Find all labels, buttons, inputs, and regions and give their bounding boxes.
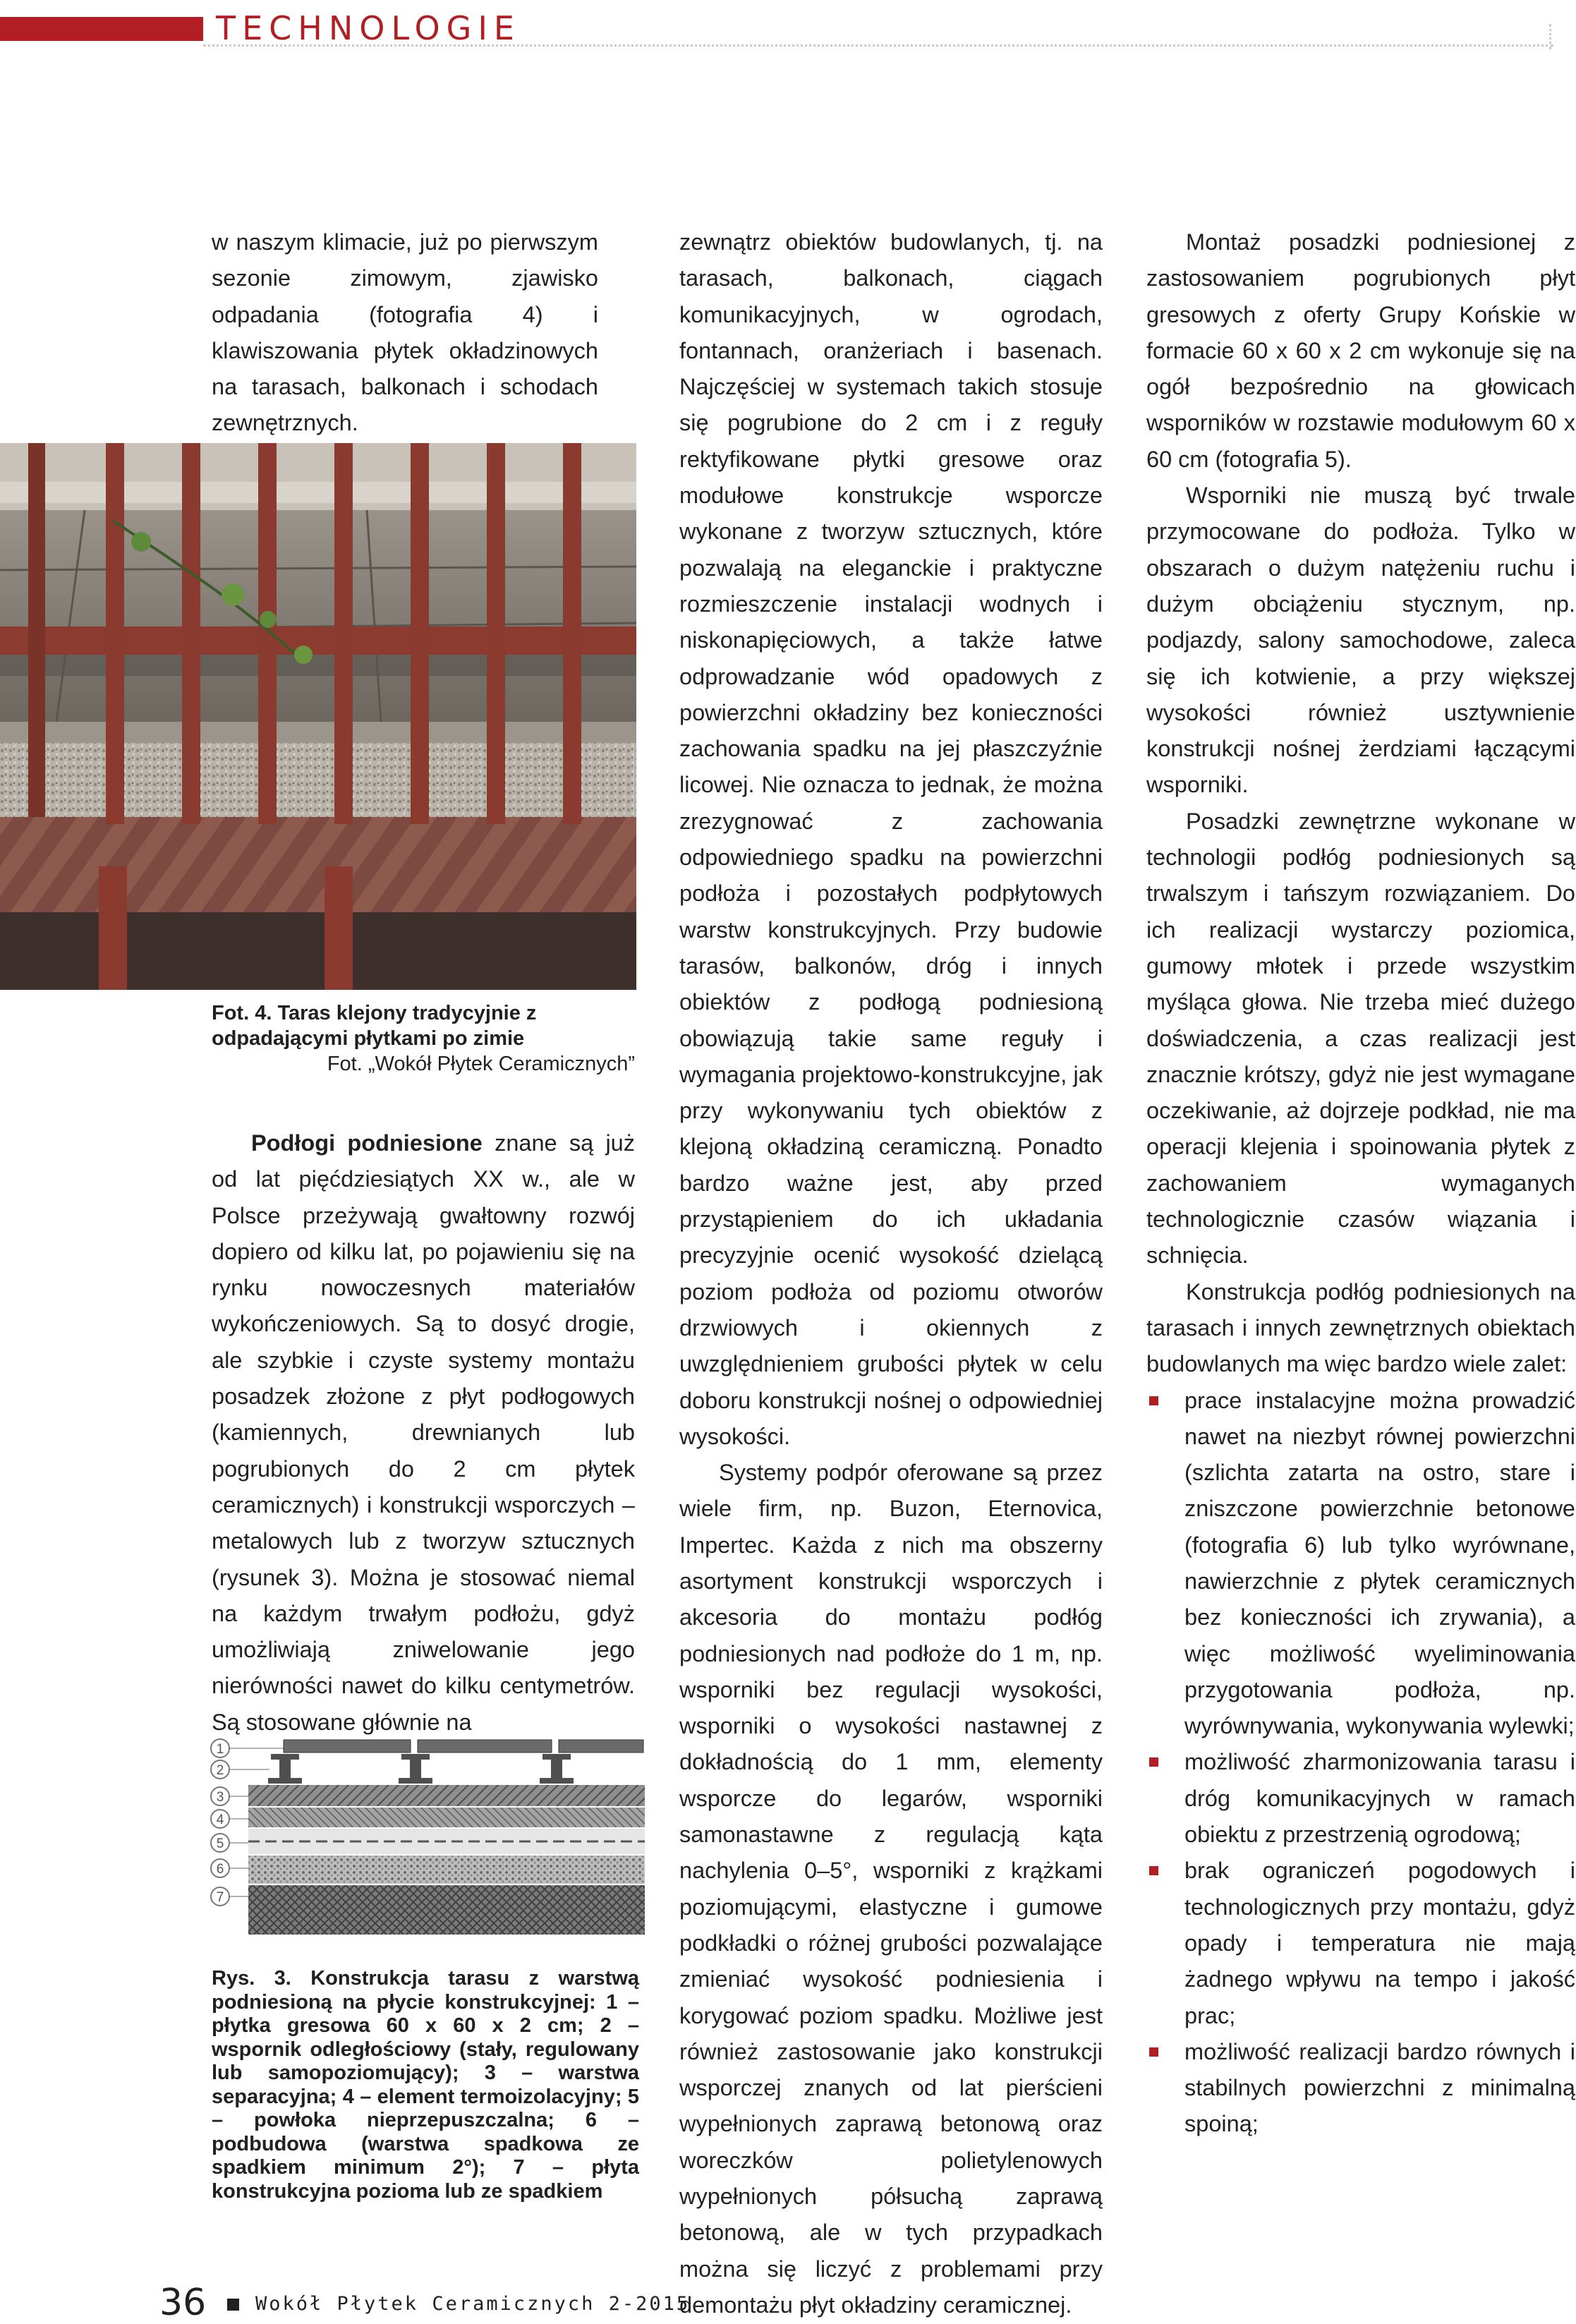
bullet-square-icon (1149, 1396, 1158, 1405)
section-title: TECHNOLOGIE (216, 9, 521, 47)
column-1-main (212, 1125, 635, 1741)
column-3 (1146, 224, 1575, 2143)
diagram-label-5: 5 (216, 1836, 224, 1851)
lead-term: Podłogi podniesione (251, 1130, 483, 1156)
col3-paragraph-2: Wsporniki nie muszą być trwale przymocowane do podłoża. Tylko w obszarach o dużym natężeniu ruchu i dużym obciążeniu stycznym, np. podjazdy, salony samochodowe, zaleca się ich kotwienie, a przy większej wysokości również usztywnienie konstrukcji nośnej żerdziami łączącymi wsporniki. (1146, 483, 1575, 798)
bullet-square-icon (1149, 1757, 1158, 1767)
col3-paragraph-4: Konstrukcja podłóg podniesionych na tarasach i innych zewnętrznych obiektach budowlanych ma więc bardzo wiele zalet: (1146, 1278, 1575, 1377)
photo-caption: Fot. 4. Taras klejony tradycyjnie z odpadającymi płytkami po zimie (212, 1002, 537, 1050)
diagram-label-4: 4 (216, 1812, 224, 1827)
col3-paragraph-3: Posadzki zewnętrzne wykonane w technologii podłóg podniesionych są trwalszym i tańszym rozwiązaniem. Do ich realizacji wystarczy poziomica, gumowy młotek i przede wszystkim myśląca głowa. Nie trzeba mieć dużego doświadczenia, a czas realizacji jest znacznie krótszy, gdyż nie jest wymagane oczekiwanie, aż dojrzeje podkład, nie ma operacji klejenia i spoinowania płytek z zachowaniem wymaganych technologicznie czasów wiązania i schnięcia. (1146, 808, 1575, 1269)
terrace-railing-illustration (0, 443, 636, 990)
diagram-label-1: 1 (216, 1742, 224, 1757)
figure-caption: Rys. 3. Konstrukcja tarasu z warstwą podniesioną na płycie konstrukcyjnej: 1 – płytka gresowa 60 x 60 x 2 cm; 2 – wspornik odległościowy (stały, regulowany lub samopoziomujący); 3 – warstwa separacyjna; 4 – element termoizolacyjny; 5 – powłoka nieprzepuszczalna; 6 – podbudowa (warstwa spadkowa ze spadkiem minimum 2°); 7 – płyta konstrukcyjna pozioma lub ze spadkiem (212, 1967, 639, 2203)
footer-square-icon (227, 2299, 239, 2311)
magazine-title: Wokół Płytek Ceramicznych 2-2015 (255, 2293, 691, 2315)
bullet-square-icon (1149, 1866, 1158, 1875)
col3-paragraph-1: Montaż posadzki podniesionej z zastosowaniem pogrubionych płyt gresowych z oferty Grupy Końskie w formacie 60 x 60 x 2 cm wykonuje się na ogół bezpośrednio na głowicach wsporników w rozstawie modułowym 60 x 60 cm (fotografia 5). (1146, 229, 1575, 472)
layer-number-badges (211, 1739, 229, 1906)
col2-paragraph-2: Systemy podpór oferowane są przez wiele firm, np. Buzon, Eternovica, Impertec. Każda z nich ma obszerny asortyment konstrukcji wsporczych i akcesoria do montażu podłóg podniesionych nad podłoże do 1 m, np. wsporniki bez regulacji wysokości, wsporniki o wysokości nastawnej z dokładnością do 1 mm, elementy wsporcze do legarów, wsporniki samonastawne z regulacją kąta nachylenia 0–5°, wsporniki z krążkami poziomującymi, elastyczne i gumowe podkładki o różnej grubości pozwalające zmieniać wysokość podniesienia i korygować poziom spadku. Możliwe jest również zastosowanie jako konstrukcji wsporczej znanych od lat pierścieni wypełnionych zaprawą betonową oraz woreczków polietylenowych wypełnionych półsuchą zaprawą betonową, ale w tych przypadkach można się liczyć z problemami przy demontażu płyt okładziny ceramicznej. (679, 1460, 1103, 2318)
col2-paragraph-1: zewnątrz obiektów budowlanych, tj. na tarasach, balkonach, ciągach komunikacyjnych, w ogrodach, fontannach, oranżeriach i basenach. Najczęściej w systemach takich stosuje się pogrubione do 2 cm i z reguły rektyfikowane płytki gresowe oraz modułowe konstrukcje wsporcze wykonane z tworzyw sztucznych, które pozwalają na eleganckie i praktyczne rozmieszczenie instalacji wodnych i niskonapięciowych, a także łatwe odprowadzanie wód opadowych z powierzchni okładziny bez konieczności zachowania spadku na jej płaszczyźnie licowej. Nie oznacza to jednak, że można zrezygnować z zachowania odpowiedniego spadku na powierzchni podłoża i pozostałych podpłytowych warstw konstrukcyjnych. Przy budowie tarasów, balkonów, dróg i innych obiektów z podłogą podniesioną obowiązują takie same reguły i wymagania projektowo-konstrukcyjne, jak przy wykonywaniu tych obiektów z klejoną okładziną ceramiczną. Ponadto bardzo ważne jest, aby przed przystąpieniem do ich układania precyzyjnie ocenić wysokość dzielącą poziom podłoża od poziomu otworów drzwiowych i okiennych z uwzględnieniem grubości płytek w celu doboru konstrukcji nośnej o odpowiedniej wysokości. (679, 229, 1103, 1449)
list-item: prace instalacyjne można prowadzić nawet na niezbyt równej powierzchni (szlichta zatarta na ostro, stare i zniszczone powierzchnie betonowe (fotografia 6) lub tylko wyrównane, nawierzchnie z płytek ceramicznych bez konieczności ich zrywania), a więc możliwość wyeliminowania przygotowania podłoża, np. wyrównywania, wykonywania wylewki; (1146, 1383, 1575, 1745)
diagram-label-6: 6 (216, 1862, 224, 1877)
header-dotted-corner (1549, 24, 1551, 49)
list-item: możliwość realizacji bardzo równych i stabilnych powierzchni z minimalną spoiną; (1146, 2034, 1575, 2143)
advantages-list (1146, 1383, 1575, 2143)
terrace-layers-illustration (206, 1737, 645, 1953)
page-number: 36 (159, 2282, 207, 2324)
bullet-square-icon (1149, 2047, 1158, 2057)
layer-diagram (206, 1737, 645, 1953)
header-accent-bar (0, 17, 203, 41)
list-item: brak ograniczeń pogodowych i technologicznych przy montażu, gdyż opady i temperatura nie mają żadnego wpływu na tempo i jakość prac; (1146, 1853, 1575, 2033)
column-2 (679, 224, 1103, 2323)
header-dotted-rule (203, 44, 1553, 47)
diagram-label-2: 2 (216, 1763, 224, 1778)
diagram-label-3: 3 (216, 1790, 224, 1805)
intro-paragraph: w naszym klimacie, już po pierwszym sezonie zimowym, zjawisko odpadania (fotografia 4) i klawiszowania płytek okładzinowych na tarasach, balkonach i schodach zewnętrznych. (212, 229, 598, 436)
list-item: możliwość zharmonizowania tarasu i dróg komunikacyjnych w ramach obiektu z przestrzenią ogrodową; (1146, 1744, 1575, 1853)
photo-terrace (0, 443, 636, 990)
photo-credit: Fot. „Wokół Płytek Ceramicznych” (327, 1053, 635, 1075)
paragraph-body: znane są już od lat pięćdziesiątych XX w., ale w Polsce przeżywają gwałtowny rozwój dopiero od kilku lat, po pojawieniu się na rynku nowoczesnych materiałów wykończeniowych. Są to dosyć drogie, ale szybkie i czyste systemy montażu posadzek złożone z płyt podłogowych (kamiennych, drewnianych lub pogrubionych do 2 cm płytek ceramicznych) i konstrukcji wsporczych – metalowych lub z tworzyw sztucznych (rysunek 3). Można je stosować niemal na każdym trwałym podłożu, gdyż umożliwiają zniwelowanie jego nierówności nawet do kilku centymetrów. Są stosowane głównie na (212, 1130, 636, 1735)
diagram-label-7: 7 (216, 1890, 224, 1905)
column-1-intro (212, 224, 598, 442)
raised-floors-paragraph (212, 1125, 635, 1741)
